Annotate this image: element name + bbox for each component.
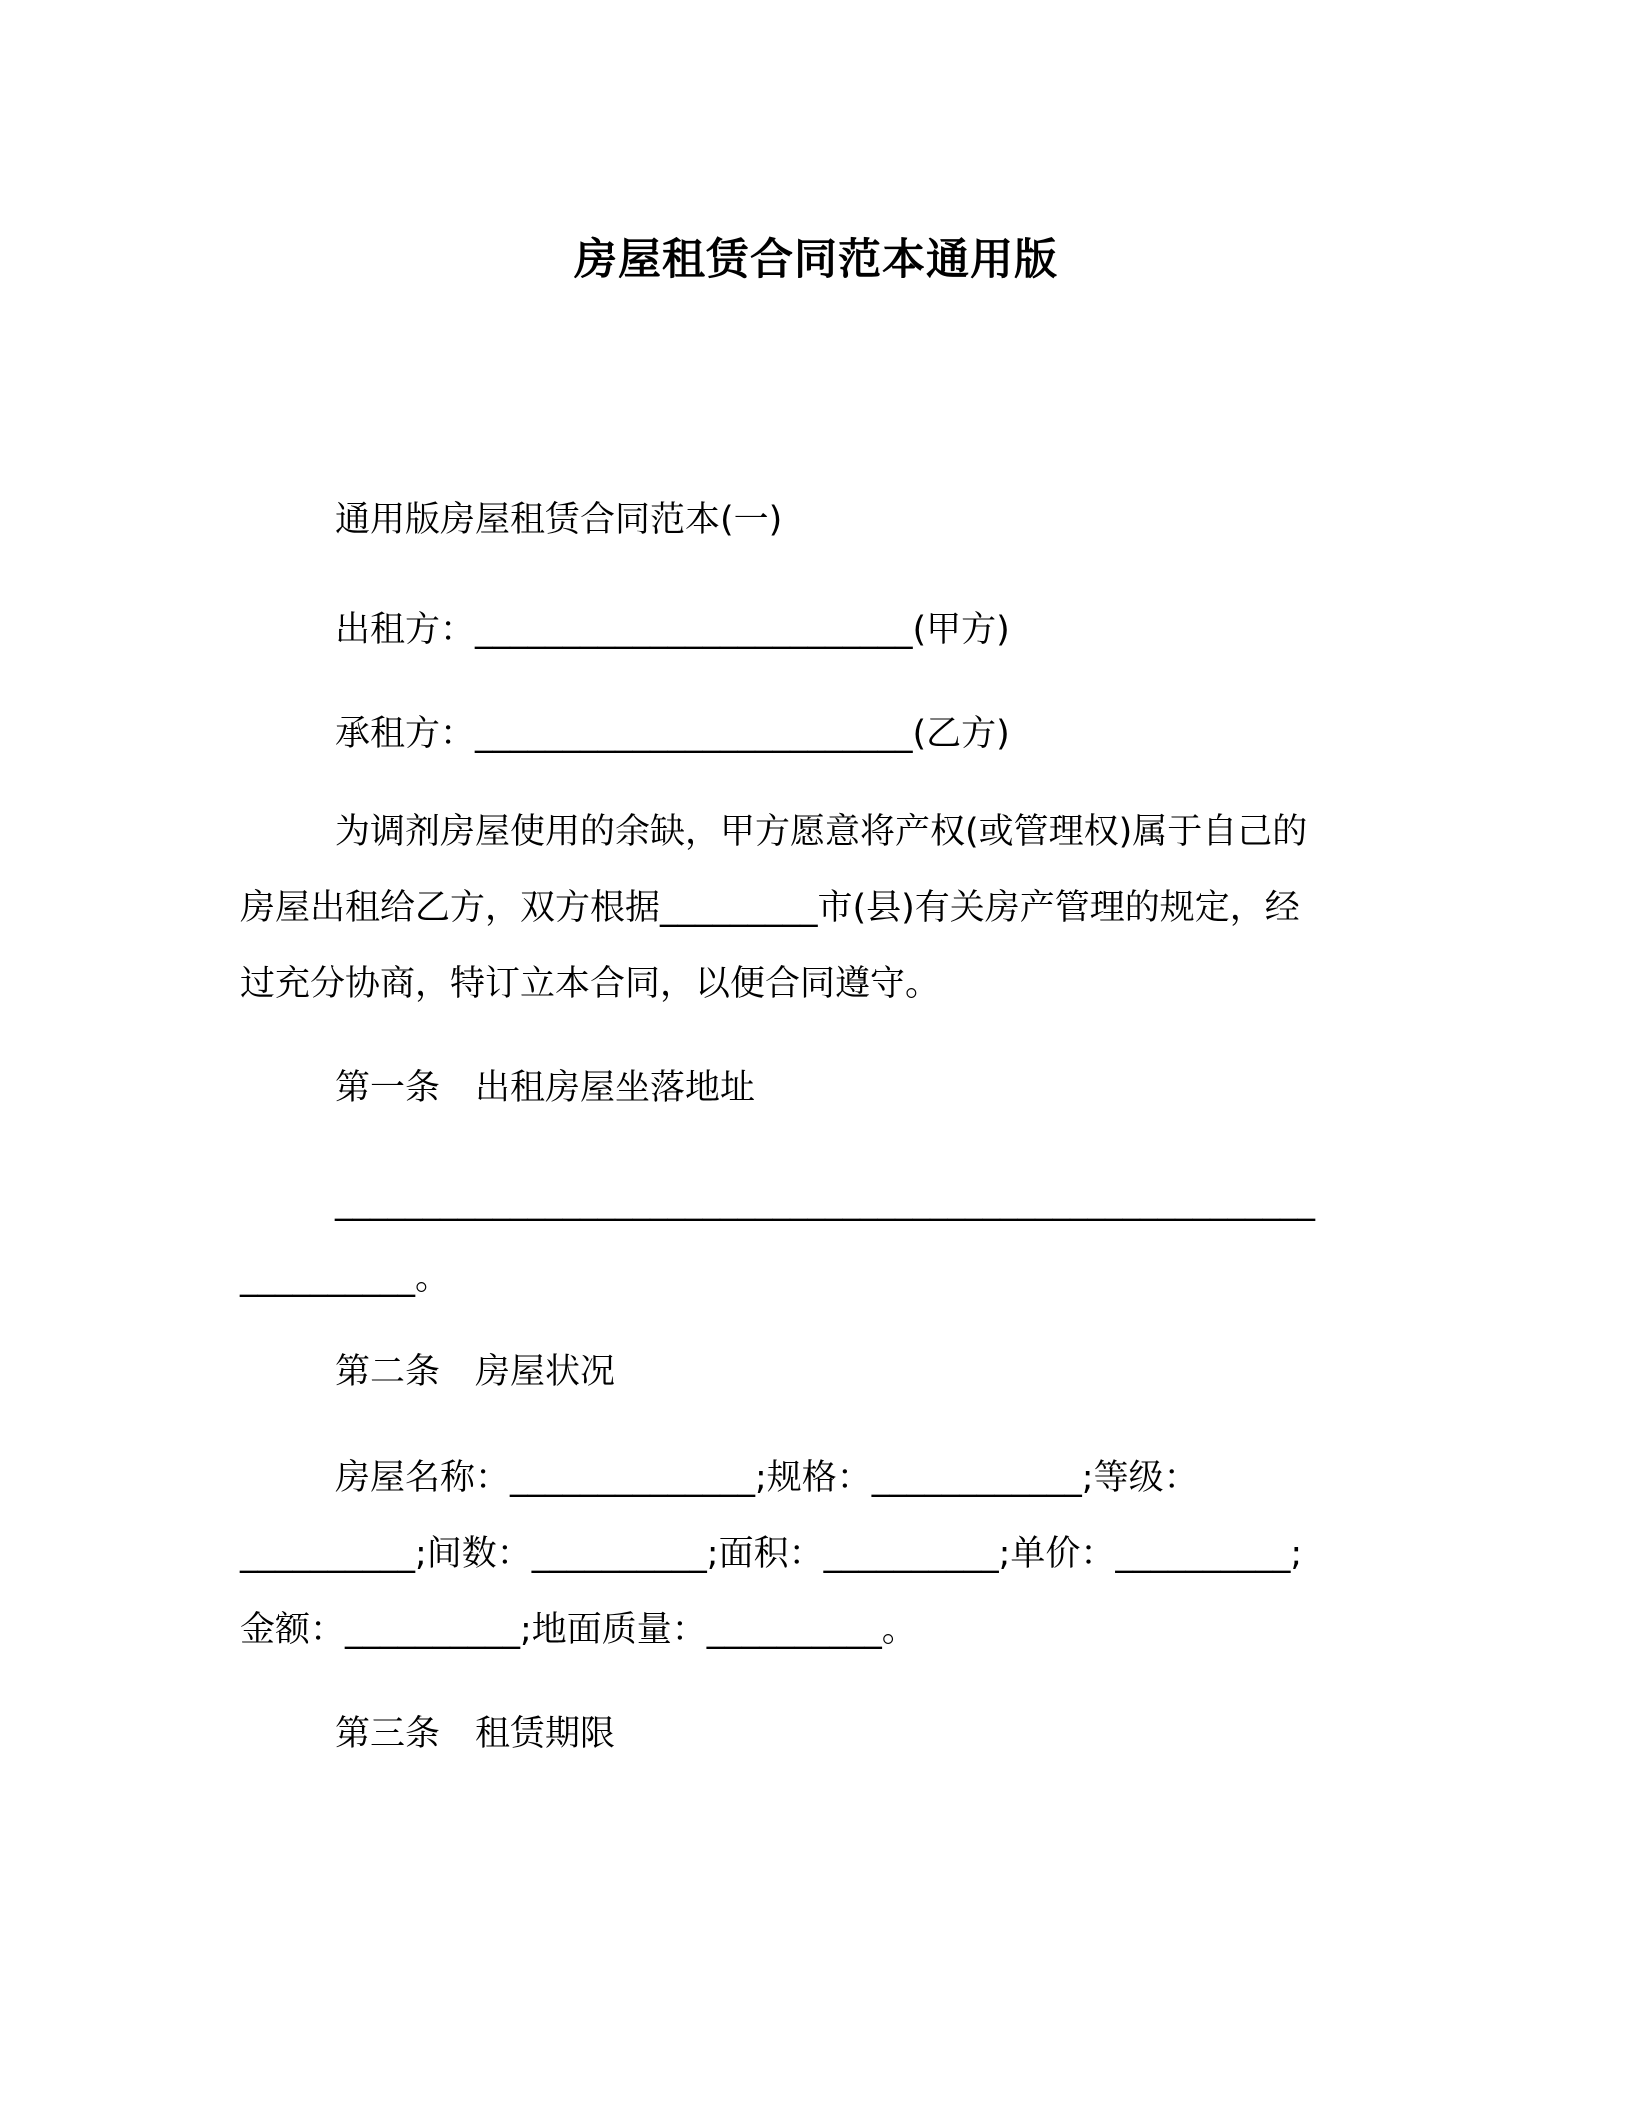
preamble-line-3: 过充分协商，特订立本合同，以便合同遵守。 (240, 964, 941, 1004)
lessor-line: 出租方：_________________________(甲方) (335, 610, 1010, 650)
article-1-address-blank: ________________________________________________________ (335, 1182, 1315, 1222)
article-2-line-2: __________;间数：__________;面积：__________;单价：__________; (240, 1534, 1303, 1574)
article-2-line-3: 金额：__________;地面质量：__________。 (240, 1610, 917, 1650)
article-2-heading: 第二条 房屋状况 (335, 1352, 616, 1392)
document-title: 房屋租赁合同范本通用版 (574, 235, 1058, 285)
article-2-line-1: 房屋名称：______________;规格：____________;等级： (335, 1458, 1199, 1498)
article-1-heading: 第一条 出租房屋坐落地址 (335, 1068, 756, 1108)
preamble-line-1: 为调剂房屋使用的余缺，甲方愿意将产权(或管理权)属于自己的 (335, 812, 1308, 852)
article-1-address-blank-cont: __________。 (240, 1258, 451, 1298)
lessee-line: 承租方：_________________________(乙方) (335, 714, 1010, 754)
preamble-line-2: 房屋出租给乙方，双方根据_________市(县)有关房产管理的规定，经 (240, 888, 1300, 928)
document-subtitle: 通用版房屋租赁合同范本(一) (335, 500, 783, 540)
article-3-heading: 第三条 租赁期限 (335, 1714, 616, 1754)
